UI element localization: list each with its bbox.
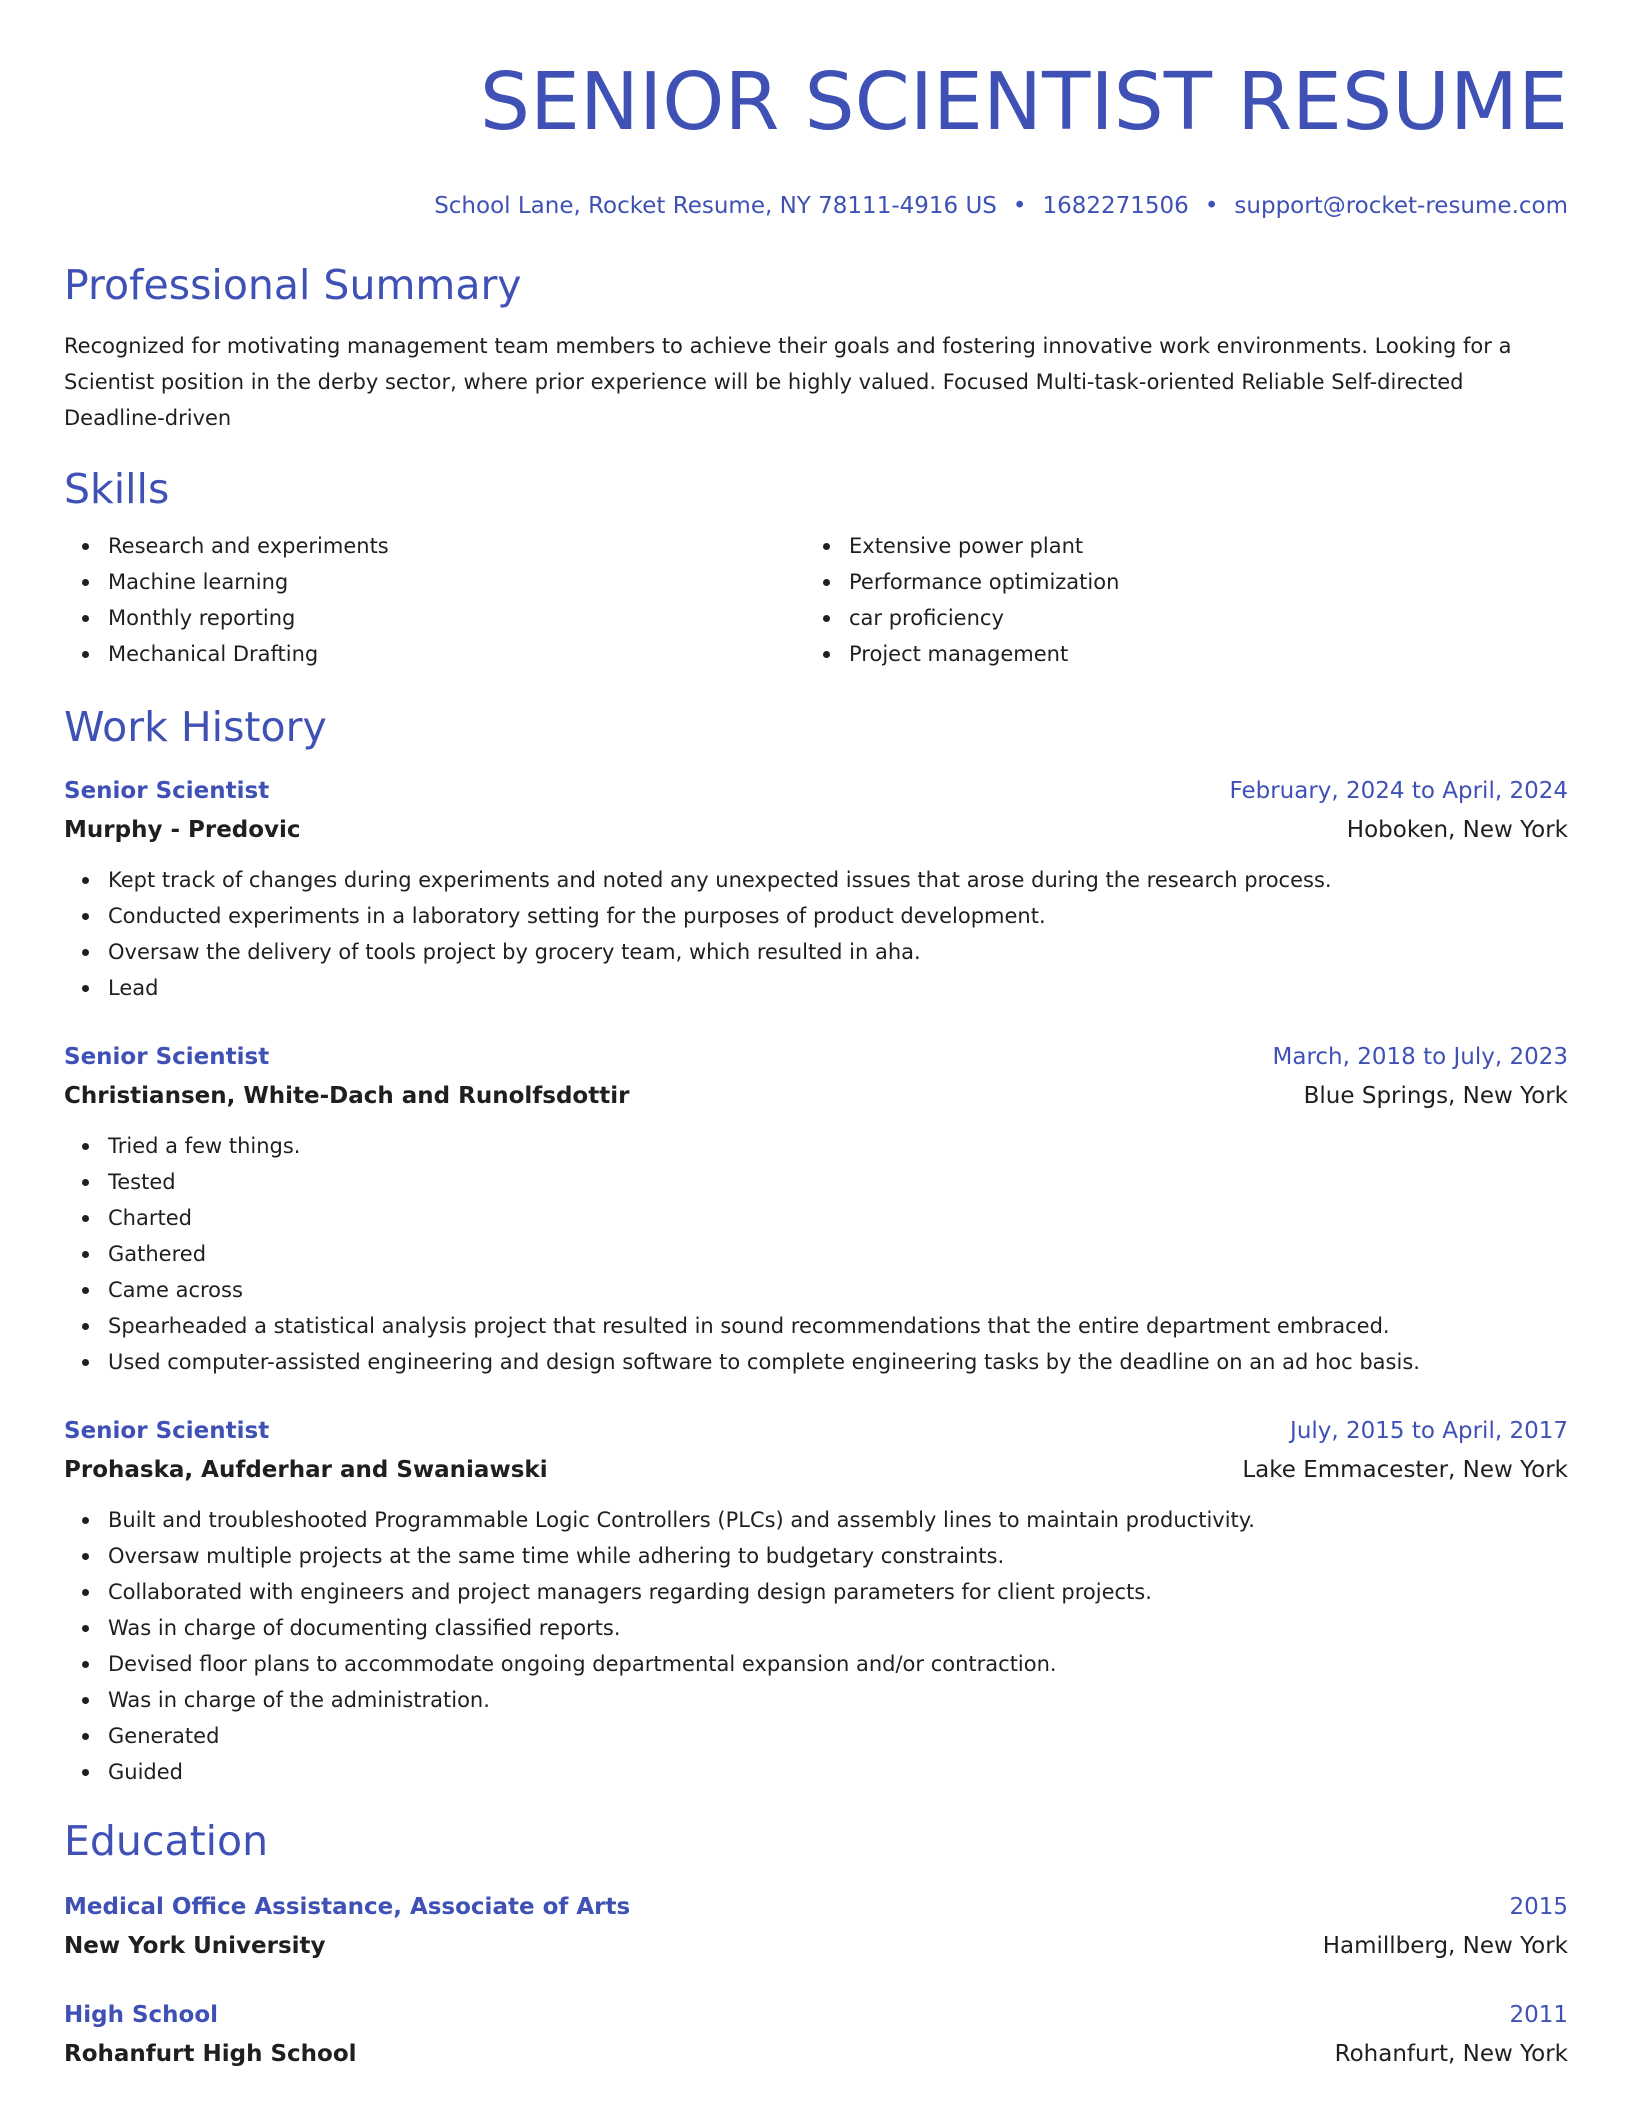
- job-bullet: Built and troubleshooted Programmable Logic Controllers (PLCs) and assembly lines to maintain productivity.: [64, 1502, 1568, 1538]
- education-year: 2015: [1509, 1894, 1568, 1920]
- job-entry: [64, 772, 1568, 1006]
- job-dates: July, 2015 to April, 2017: [1290, 1418, 1568, 1444]
- job-title: Senior Scientist: [64, 778, 270, 804]
- job-company: Murphy - Predovic: [64, 817, 301, 843]
- education-heading: Education: [64, 1817, 269, 1865]
- skill-item: Monthly reporting: [64, 600, 805, 636]
- education-year: 2011: [1509, 2002, 1568, 2028]
- education-degree: High School: [64, 2002, 219, 2028]
- job-bullet: Spearheaded a statistical analysis project that resulted in sound recommendations that the entire department embraced.: [64, 1308, 1568, 1344]
- contact-address: School Lane, Rocket Resume, NY 78111-4916 US: [434, 193, 997, 219]
- job-bullet: Devised floor plans to accommodate ongoing departmental expansion and/or contraction.: [64, 1646, 1568, 1682]
- contact-line: [64, 190, 1568, 222]
- education-school: New York University: [64, 1933, 326, 1959]
- skill-item: Extensive power plant: [805, 528, 1546, 564]
- job-bullet: Collaborated with engineers and project managers regarding design parameters for client projects.: [64, 1574, 1568, 1610]
- job-bullet: Conducted experiments in a laboratory setting for the purposes of product development.: [64, 898, 1568, 934]
- education-entry: [64, 1996, 1568, 2074]
- job-bullet: Lead: [64, 970, 1568, 1006]
- job-bullet: Guided: [64, 1754, 1568, 1790]
- job-entry: [64, 1038, 1568, 1380]
- skill-item: car proficiency: [805, 600, 1546, 636]
- summary-heading: Professional Summary: [64, 261, 522, 309]
- job-bullets: [64, 1128, 1568, 1380]
- job-bullet: Kept track of changes during experiments and noted any unexpected issues that arose during the research process.: [64, 862, 1568, 898]
- job-bullet: Gathered: [64, 1236, 1568, 1272]
- education-school: Rohanfurt High School: [64, 2041, 357, 2067]
- skill-item: Mechanical Drafting: [64, 636, 805, 672]
- job-entry: [64, 1412, 1568, 1790]
- job-bullet: Used computer-assisted engineering and design software to complete engineering tasks by the deadline on an ad hoc basis.: [64, 1344, 1568, 1380]
- job-company: Christiansen, White-Dach and Runolfsdottir: [64, 1083, 630, 1109]
- job-bullet: Tested: [64, 1164, 1568, 1200]
- education-location: Hamillberg, New York: [1322, 1933, 1568, 1959]
- summary-text: Recognized for motivating management team members to achieve their goals and fostering innovative work environments. Looking for a Scientist position in the derby sector, where prior experience will be highly valued. Focused Multi-task-oriented Reliable Self-directed Deadline-driven: [64, 334, 1512, 430]
- contact-separator: •: [1204, 193, 1219, 219]
- education-entry: [64, 1888, 1568, 1966]
- job-location: Hoboken, New York: [1346, 817, 1568, 843]
- contact-phone: 1682271506: [1042, 193, 1189, 219]
- job-dates: March, 2018 to July, 2023: [1272, 1044, 1568, 1070]
- job-bullet: Was in charge of the administration.: [64, 1682, 1568, 1718]
- skills-list-right: [805, 528, 1546, 672]
- skill-item: Research and experiments: [64, 528, 805, 564]
- job-bullet: Generated: [64, 1718, 1568, 1754]
- job-title: Senior Scientist: [64, 1044, 270, 1070]
- job-location: Lake Emmacester, New York: [1242, 1457, 1568, 1483]
- job-bullet: Charted: [64, 1200, 1568, 1236]
- job-bullet: Oversaw the delivery of tools project by grocery team, which resulted in aha.: [64, 934, 1568, 970]
- contact-separator: •: [1012, 193, 1027, 219]
- resume-title: SENIOR SCIENTIST RESUME: [479, 56, 1568, 148]
- contact-email: support@rocket-resume.com: [1234, 193, 1568, 219]
- skill-item: Performance optimization: [805, 564, 1546, 600]
- job-bullets: [64, 862, 1568, 1006]
- skills-list-left: [64, 528, 805, 672]
- job-bullet: Tried a few things.: [64, 1128, 1568, 1164]
- work-history-heading: Work History: [64, 703, 327, 751]
- job-location: Blue Springs, New York: [1303, 1083, 1568, 1109]
- skill-item: Machine learning: [64, 564, 805, 600]
- education-location: Rohanfurt, New York: [1334, 2041, 1568, 2067]
- education-degree: Medical Office Assistance, Associate of Arts: [64, 1894, 631, 1920]
- skills-grid: [64, 528, 1568, 672]
- job-title: Senior Scientist: [64, 1418, 270, 1444]
- job-dates: February, 2024 to April, 2024: [1229, 778, 1568, 804]
- job-bullet: Was in charge of documenting classified reports.: [64, 1610, 1568, 1646]
- skills-heading: Skills: [64, 465, 170, 513]
- job-company: Prohaska, Aufderhar and Swaniawski: [64, 1457, 548, 1483]
- skill-item: Project management: [805, 636, 1546, 672]
- job-bullets: [64, 1502, 1568, 1790]
- job-bullet: Oversaw multiple projects at the same time while adhering to budgetary constraints.: [64, 1538, 1568, 1574]
- job-bullet: Came across: [64, 1272, 1568, 1308]
